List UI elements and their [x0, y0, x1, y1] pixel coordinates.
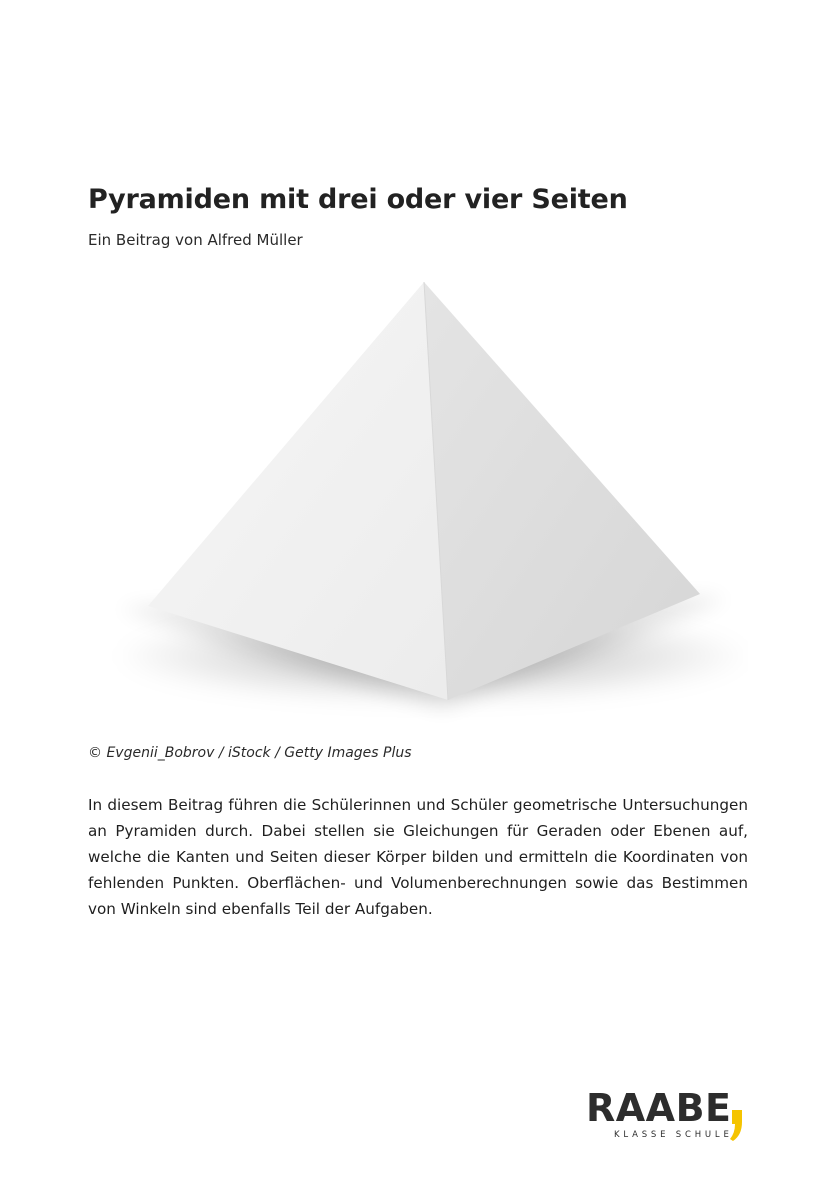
- page-title: Pyramiden mit drei oder vier Seiten: [88, 184, 628, 216]
- logo-tagline: KLASSE SCHULE: [614, 1130, 733, 1140]
- logo-wordmark: RAABE: [586, 1086, 732, 1130]
- abstract-paragraph: In diesem Beitrag führen die Schülerinnen und Schüler geometrische Untersuchungen an Pyramiden durch. Dabei stellen sie Gleichungen für Geraden oder Ebenen auf, welche die Kanten und Seiten dieser Körper bilden und ermitteln die Koordinaten von fehlenden Punkten. Oberflächen- und Volumenberechnungen sowie das Bestimmen von Winkeln sind ebenfalls Teil der Aufgaben.: [88, 796, 748, 918]
- image-credit: © Evgenii_Bobrov / iStock / Getty Images Plus: [88, 745, 412, 761]
- raabe-logo: [586, 1088, 756, 1144]
- pyramid-illustration: [88, 268, 748, 738]
- pyramid-icon: [88, 268, 748, 738]
- author-line: Ein Beitrag von Alfred Müller: [88, 231, 303, 249]
